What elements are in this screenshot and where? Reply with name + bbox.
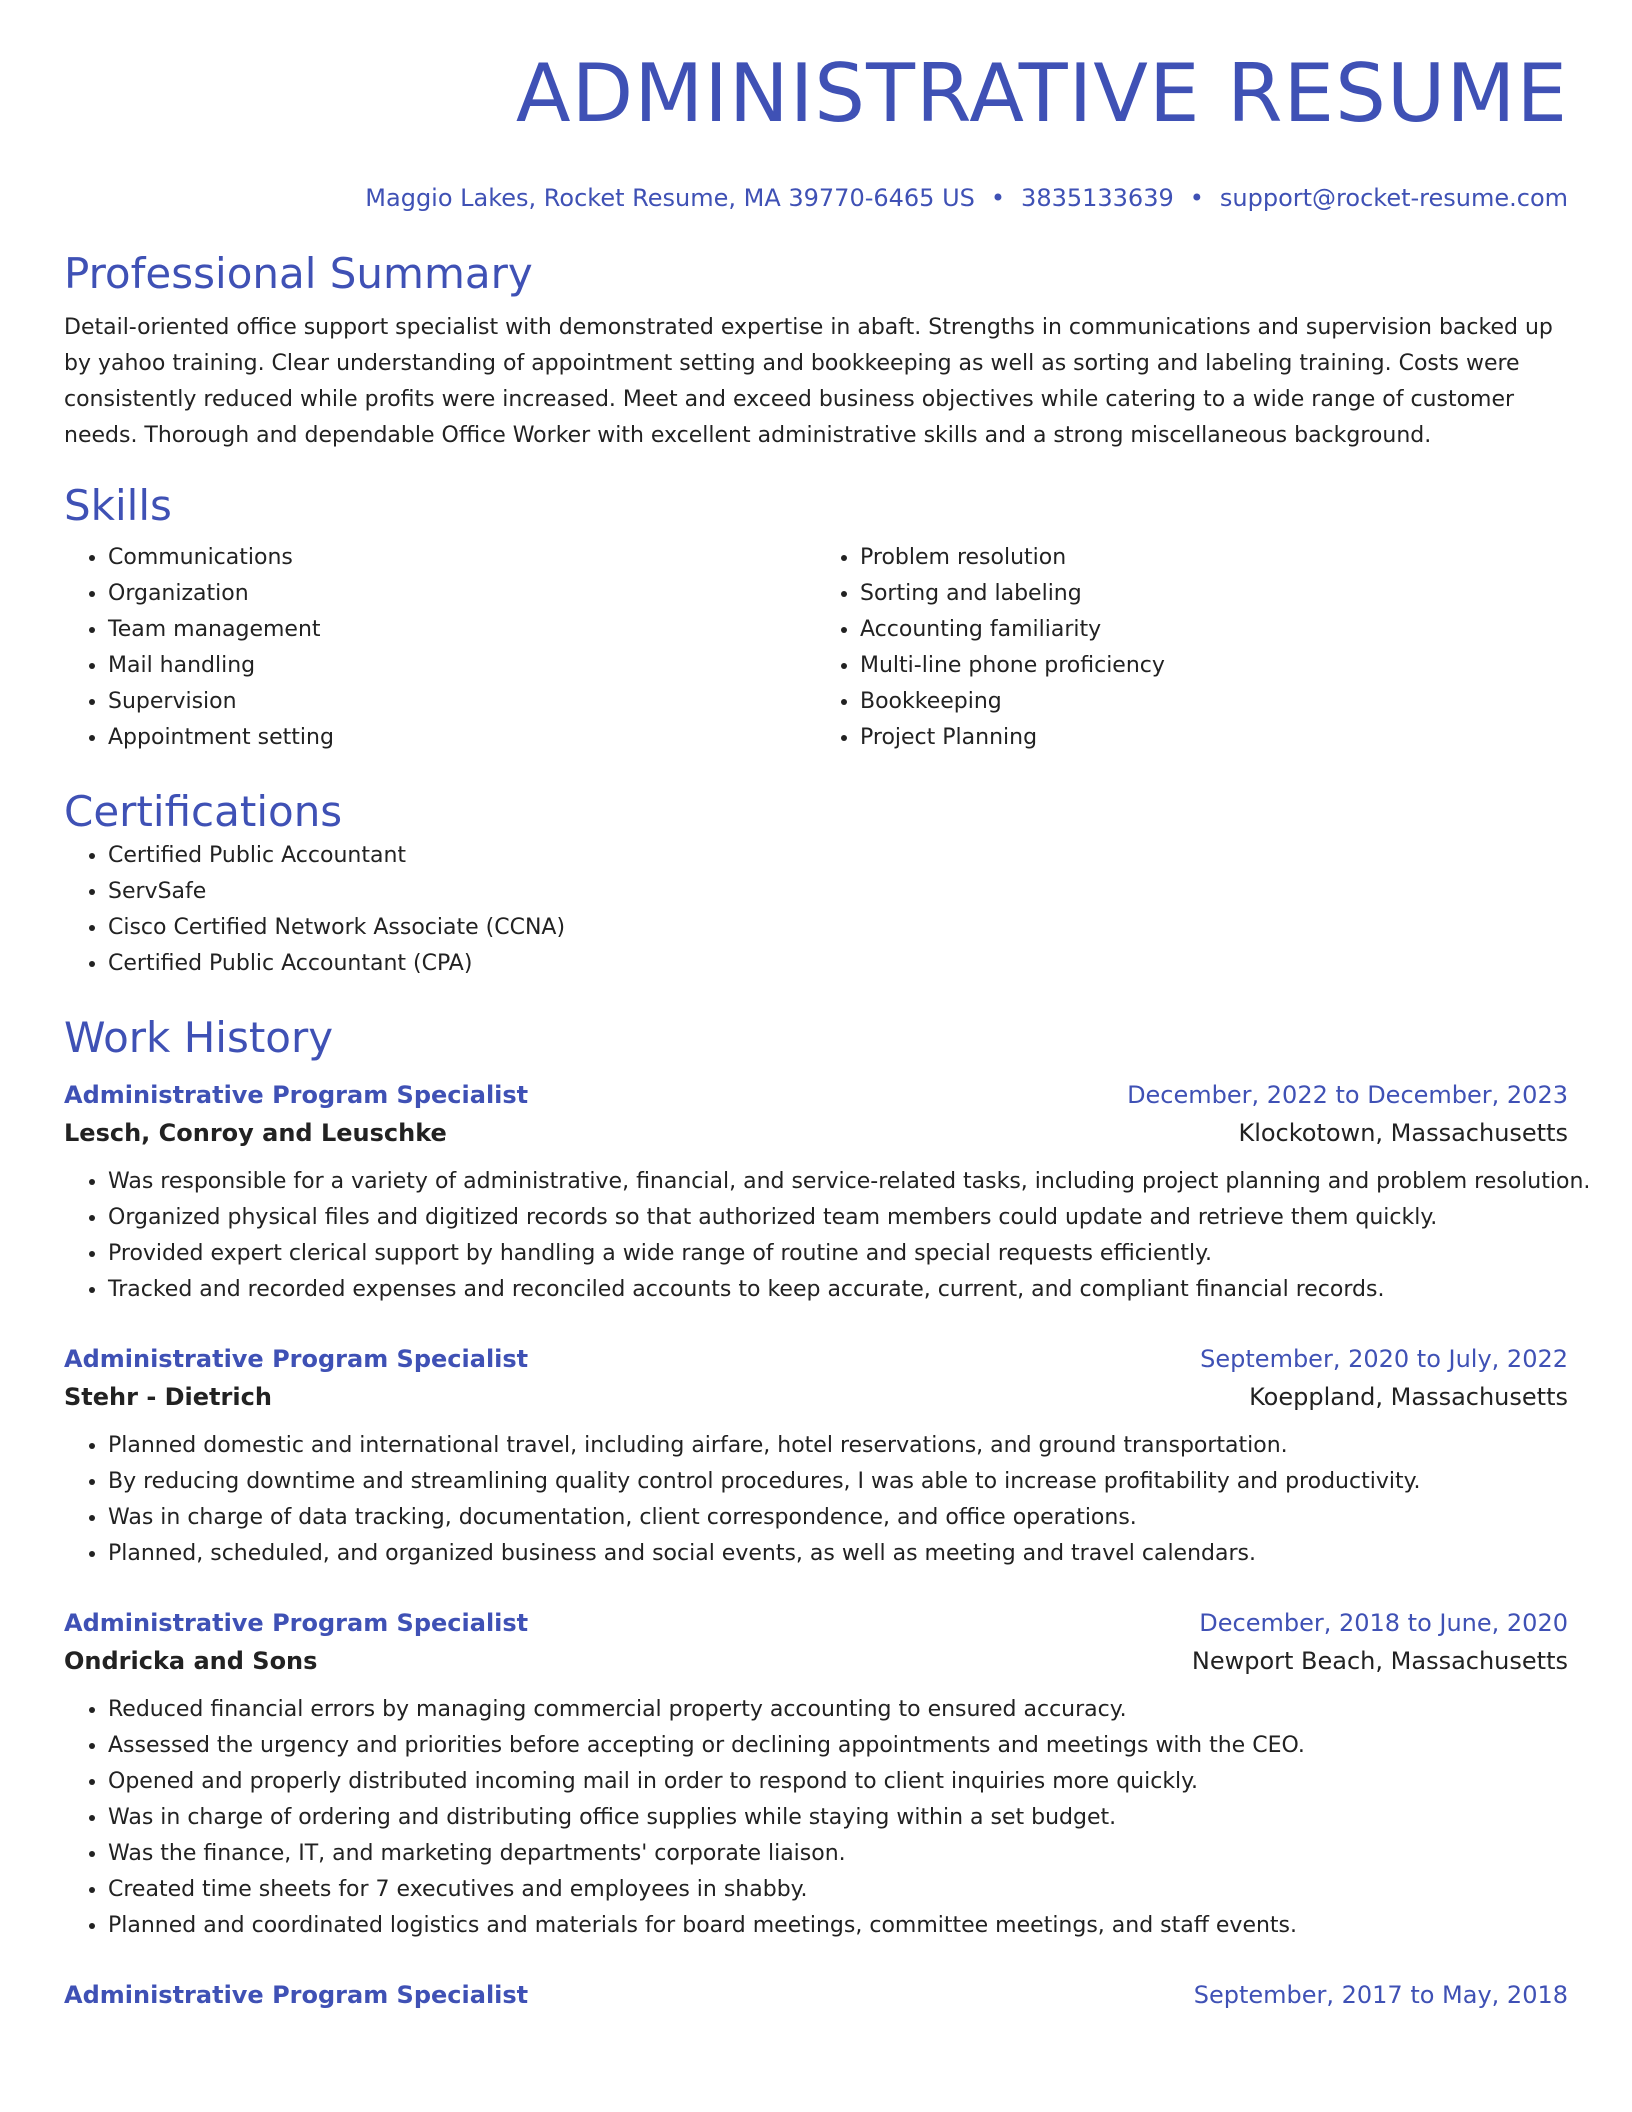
skill-item: • Problem resolution (860, 540, 1568, 576)
summary-heading: Professional Summary (64, 249, 533, 298)
job-entry (64, 1340, 1568, 1572)
job-header-row (64, 1604, 1568, 1642)
job-company: Ondricka and Sons (64, 1647, 318, 1675)
certification-item: • Cisco Certified Network Associate (CCNA) (108, 910, 1568, 946)
job-duties-list (64, 1692, 1568, 1944)
job-duties-list (64, 1164, 1591, 1308)
certification-item: • ServSafe (108, 874, 1568, 910)
work-history-heading: Work History (64, 1013, 334, 1062)
job-company: Lesch, Conroy and Leuschke (64, 1119, 447, 1147)
skill-item: • Bookkeeping (860, 684, 1568, 720)
skills-heading: Skills (64, 481, 172, 530)
job-header-row (64, 1976, 1568, 2014)
job-location: Newport Beach, Massachusetts (1191, 1647, 1568, 1675)
job-entry (64, 1976, 1568, 2014)
job-dates: September, 2020 to July, 2022 (1200, 1345, 1568, 1373)
job-duty: • Planned, scheduled, and organized business and social events, as well as meeting and travel calendars. (108, 1536, 1568, 1572)
job-role: Administrative Program Specialist (64, 1609, 529, 1637)
skill-item: • Project Planning (860, 720, 1568, 756)
contact-phone: 3835133639 (1021, 184, 1174, 212)
job-header-row (64, 1340, 1568, 1378)
job-dates: September, 2017 to May, 2018 (1193, 1981, 1568, 2009)
skills-columns (64, 540, 1568, 756)
job-duty: • Created time sheets for 7 executives and employees in shabby. (108, 1872, 1568, 1908)
job-duty: • Was in charge of ordering and distributing office supplies while staying within a set budget. (108, 1800, 1568, 1836)
job-duty: • By reducing downtime and streamlining quality control procedures, I was able to increase profitability and productivity. (108, 1464, 1568, 1500)
job-duty: • Provided expert clerical support by handling a wide range of routine and special requests efficiently. (108, 1236, 1568, 1272)
skill-item: • Mail handling (108, 648, 816, 684)
job-company-row (64, 1378, 1568, 1416)
job-entry (64, 1604, 1568, 1944)
contact-line (64, 182, 1568, 214)
job-duty: • Planned domestic and international travel, including airfare, hotel reservations, and ground transportation. (108, 1428, 1568, 1464)
job-duty: • Assessed the urgency and priorities before accepting or declining appointments and meetings with the CEO. (108, 1728, 1568, 1764)
resume-title: ADMINISTRATIVE RESUME (515, 47, 1568, 140)
skill-item: • Appointment setting (108, 720, 816, 756)
job-company-row (64, 1114, 1568, 1152)
contact-separator: • (990, 184, 1006, 212)
job-duty: • Was in charge of data tracking, documentation, client correspondence, and office operations. (108, 1500, 1568, 1536)
contact-email[interactable]: support@rocket-resume.com (1219, 184, 1568, 212)
contact-separator: • (1189, 184, 1204, 212)
job-dates: December, 2022 to December, 2023 (1127, 1081, 1568, 1109)
job-role: Administrative Program Specialist (64, 1981, 529, 2009)
job-company-row (64, 1642, 1568, 1680)
job-company: Stehr - Dietrich (64, 1383, 272, 1411)
job-duty: • Was responsible for a variety of administrative, financial, and service-related tasks, including project planning and problem resolution. (108, 1164, 1568, 1200)
job-duty: • Organized physical files and digitized records so that authorized team members could update and retrieve them quickly. (108, 1200, 1568, 1236)
job-location: Koeppland, Massachusetts (1249, 1383, 1568, 1411)
contact-address: Maggio Lakes, Rocket Resume, MA 39770-6465 US (365, 184, 975, 212)
resume-header (64, 0, 1568, 214)
job-duty: • Was the finance, IT, and marketing departments' corporate liaison. (108, 1836, 1568, 1872)
skill-item: • Sorting and labeling (860, 576, 1568, 612)
job-entry (64, 1076, 1591, 1308)
skill-item: • Multi-line phone proficiency (860, 648, 1568, 684)
skill-item: • Communications (108, 540, 816, 576)
skill-item: • Accounting familiarity (860, 612, 1568, 648)
certification-item: • Certified Public Accountant (108, 838, 1568, 874)
skill-item: • Organization (108, 576, 816, 612)
job-dates: December, 2018 to June, 2020 (1199, 1609, 1568, 1637)
job-duties-list (64, 1428, 1568, 1572)
resume-page (64, 0, 1591, 2014)
skill-item: • Supervision (108, 684, 816, 720)
skills-list-left (64, 540, 816, 756)
job-duty: • Planned and coordinated logistics and materials for board meetings, committee meetings, and staff events. (108, 1908, 1568, 1944)
summary-text: Detail-oriented office support specialist with demonstrated expertise in abaft. Strengths in communications and supervision backed up by yahoo training. Clear understanding of appointment setting and bookkeeping as well as sorting and labeling training. Costs were consistently reduced while profits were increased. Meet and exceed business objectives while catering to a wide range of customer needs. Thorough and dependable Office Worker with excellent administrative skills and a strong miscellaneous background. (64, 315, 1553, 448)
certifications-list (64, 838, 1568, 982)
job-duty: • Reduced financial errors by managing commercial property accounting to ensured accuracy. (108, 1692, 1568, 1728)
job-role: Administrative Program Specialist (64, 1345, 529, 1373)
skill-item: • Team management (108, 612, 816, 648)
job-duty: • Tracked and recorded expenses and reconciled accounts to keep accurate, current, and compliant financial records. (108, 1272, 1568, 1308)
job-duty: • Opened and properly distributed incoming mail in order to respond to client inquiries more quickly. (108, 1764, 1568, 1800)
certifications-heading: Certifications (64, 787, 343, 836)
certification-item: • Certified Public Accountant (CPA) (108, 946, 1568, 982)
job-location: Klockotown, Massachusetts (1238, 1119, 1568, 1147)
skills-list-right (816, 540, 1568, 756)
job-role: Administrative Program Specialist (64, 1081, 529, 1109)
job-header-row (64, 1076, 1568, 1114)
